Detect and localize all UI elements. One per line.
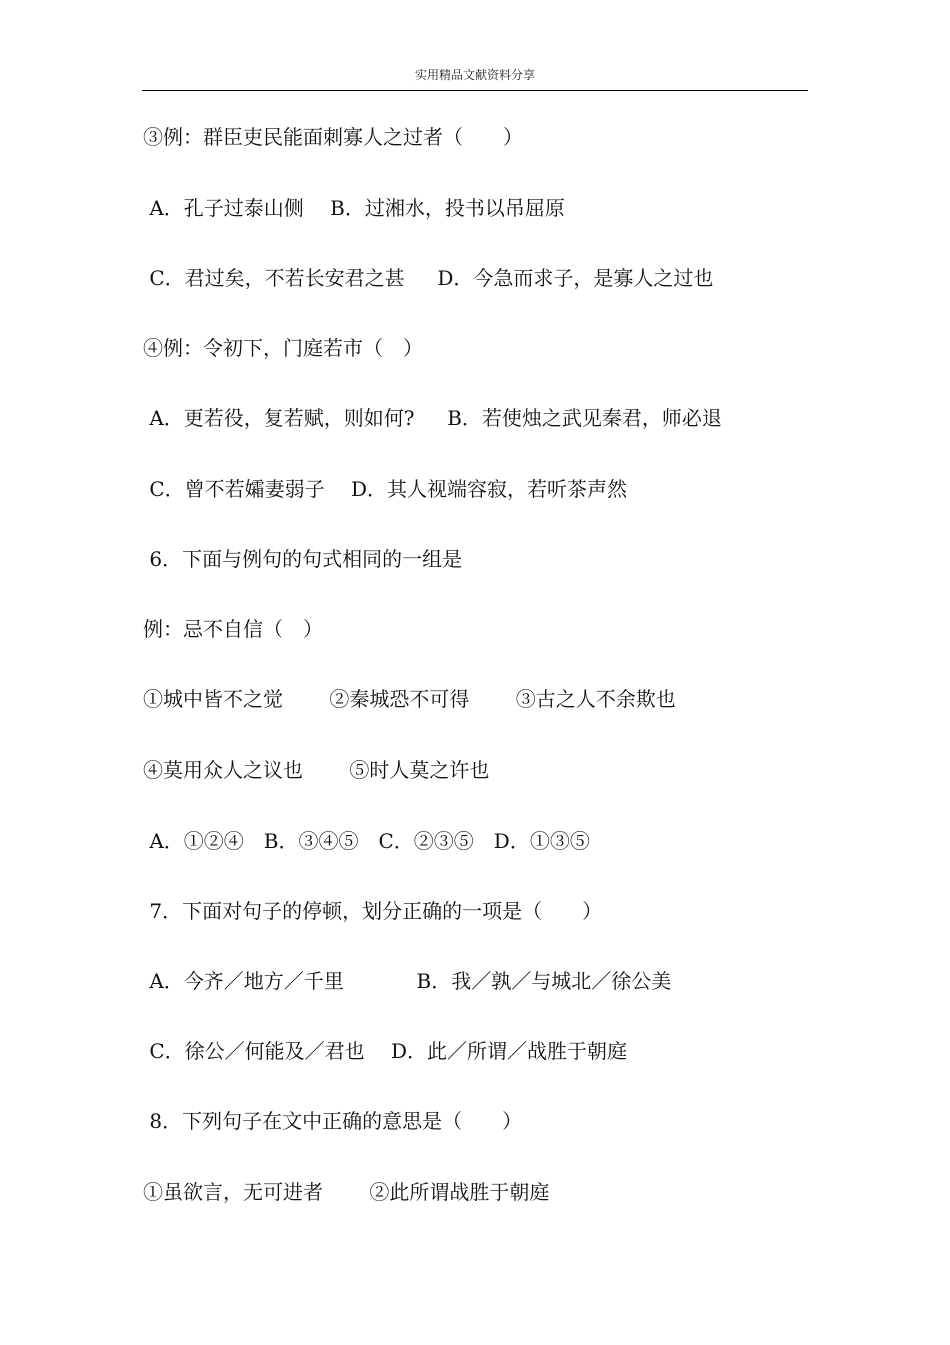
header-divider [142,90,808,91]
page-header-title: 实用精品文献资料分享 [414,68,535,82]
question-7-options-ab: A．今齐／地方／千里 B．我／孰／与城北／徐公美 [143,969,672,993]
question-6-sentences-4-5: ④莫用众人之议也 ⑤时人莫之许也 [143,758,490,782]
question-5-item-3-options-ab: A．孔子过泰山侧 B．过湘水，投书以吊屈原 [143,196,565,220]
question-5-item-4-stem: ④例：令初下，门庭若市（ ） [143,336,423,360]
question-8-stem: 8．下列句子在文中正确的意思是（ ） [143,1109,523,1133]
question-6-sentences-1-3: ①城中皆不之觉 ②秦城恐不可得 ③古之人不余欺也 [143,687,676,711]
question-5-item-3-options-cd: C．君过矣，不若长安君之甚 D．今急而求子，是寡人之过也 [143,266,714,290]
question-5-item-3-stem: ③例：群臣吏民能面刺寡人之过者（ ） [143,125,523,149]
question-6-stem: 6．下面与例句的句式相同的一组是 [143,547,463,571]
question-7-options-cd: C．徐公／何能及／君也 D．此／所谓／战胜于朝庭 [143,1039,628,1063]
question-8-sentences: ①虽欲言，无可进者 ②此所谓战胜于朝庭 [143,1180,550,1204]
question-7-stem: 7．下面对句子的停顿，划分正确的一项是（ ） [143,899,603,923]
question-6-example: 例：忌不自信（ ） [143,617,323,641]
question-5-item-4-options-ab: A．更若役，复若赋，则如何? B．若使烛之武见秦君，师必退 [143,406,722,430]
question-5-item-4-options-cd: C．曾不若孀妻弱子 D．其人视端容寂，若听茶声然 [143,477,628,501]
question-6-options: A．①②④ B．③④⑤ C．②③⑤ D．①③⑤ [143,829,590,853]
